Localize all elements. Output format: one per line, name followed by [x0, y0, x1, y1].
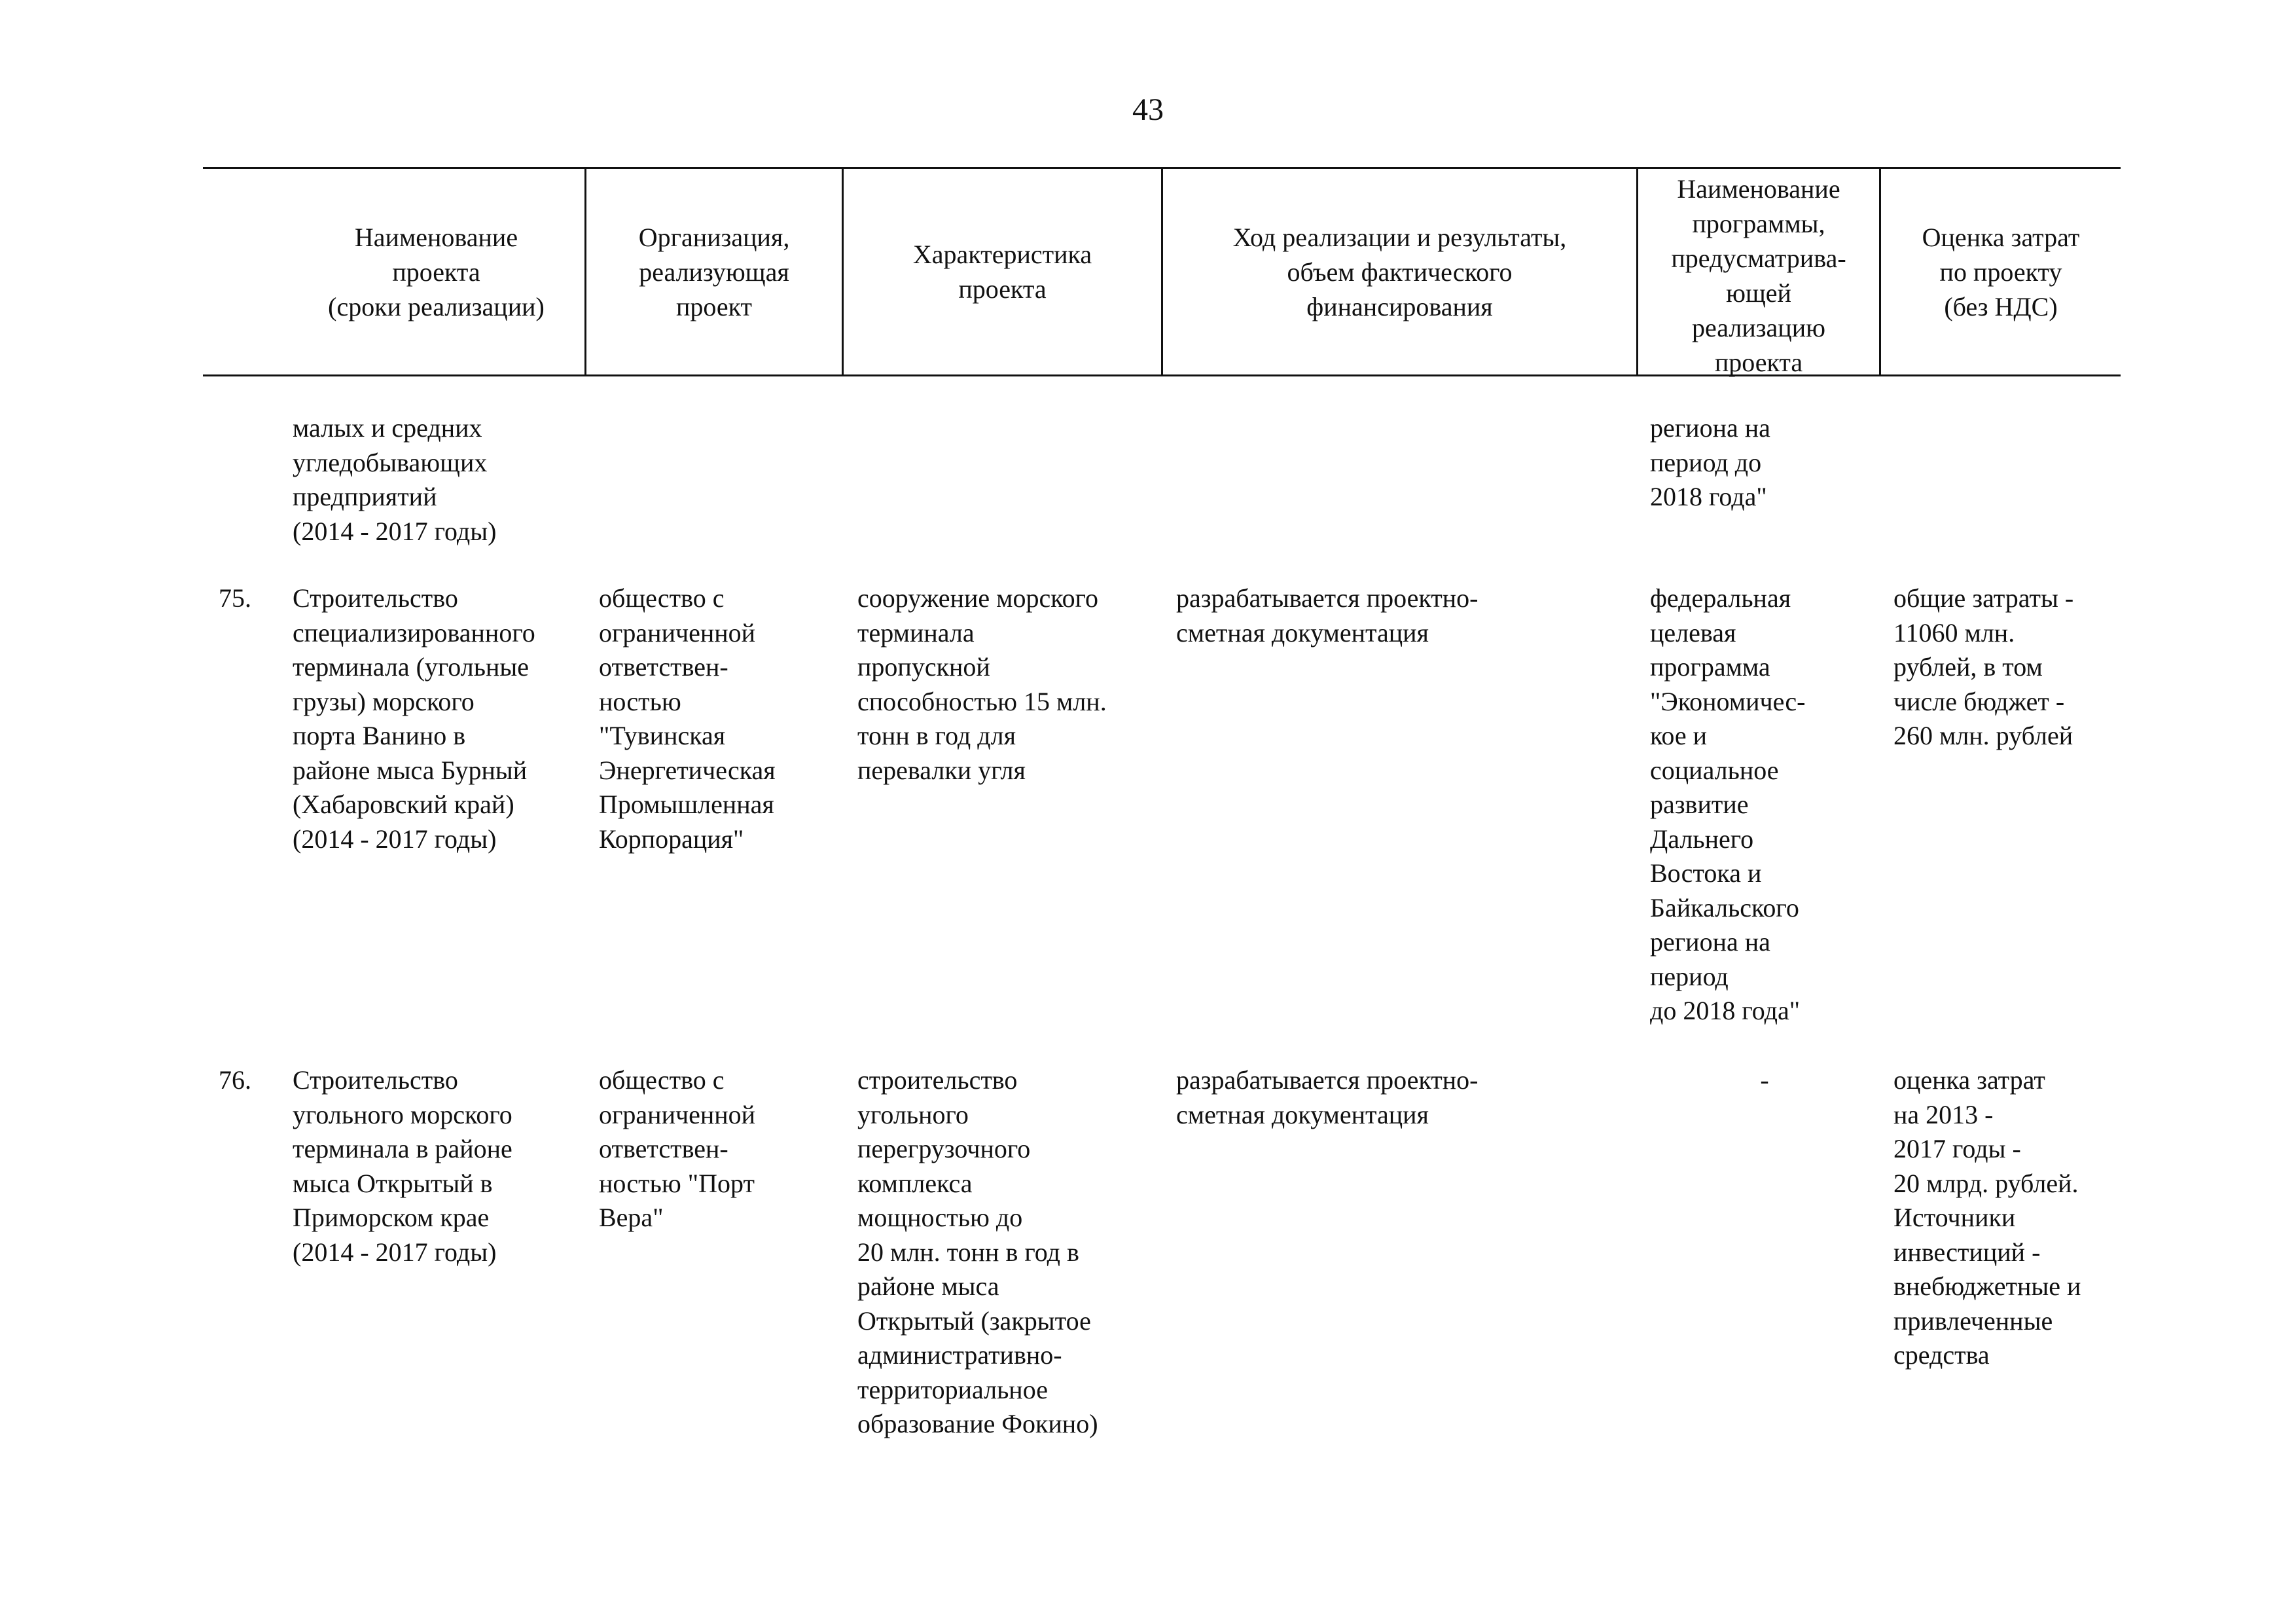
row-project-name: Строительство специализированного терминала (угольные грузы) морского порта Ванино в районе мыса Бурный (Хабаровский край) (2014 - 2017 годы)	[293, 583, 535, 854]
row-program: -	[1760, 1065, 1769, 1095]
row-project-name: Строительство угольного морского терминала в районе мыса Открытый в Приморском крае (2014 - 2017 годы)	[293, 1065, 512, 1267]
row-characteristics: строительство угольного перегрузочного комплекса мощностью до 20 млн. тонн в год в районе мыса Открытый (закрытое административно- территориальное образование Фокино)	[857, 1065, 1098, 1438]
header-organization: Организация, реализующая проект	[638, 222, 790, 321]
row-number: 75.	[219, 583, 251, 613]
header-cost: Оценка затрат по проекту (без НДС)	[1922, 222, 2080, 321]
row-cost: общие затраты - 11060 млн. рублей, в том числе бюджет - 260 млн. рублей	[1893, 583, 2074, 750]
row-organization: общество с ограниченной ответствен- ностью "Порт Вера"	[599, 1065, 756, 1232]
row-characteristics: сооружение морского терминала пропускной способностью 15 млн. тонн в год для перевалки угля	[857, 583, 1107, 785]
row-progress: разрабатывается проектно- сметная документация	[1176, 1065, 1479, 1129]
row-cost: оценка затрат на 2013 - 2017 годы - 20 млрд. рублей. Источники инвестиций - внебюджетные и привлеченные средства	[1893, 1065, 2081, 1370]
row-progress: разрабатывается проектно- сметная документация	[1176, 583, 1479, 647]
continuation-project-name: малых и средних угледобывающих предприятий (2014 - 2017 годы)	[293, 413, 497, 546]
header-project-name: Наименование проекта (сроки реализации)	[328, 222, 545, 321]
header-characteristics: Характеристика проекта	[912, 240, 1092, 304]
header-program: Наименование программы, предусматрива- ющей реализацию проекта	[1671, 174, 1846, 377]
header-progress: Ход реализации и результаты, объем фактического финансирования	[1232, 222, 1567, 321]
page-number: 43	[1132, 92, 1164, 127]
row-program: федеральная целевая программа "Экономичес- кое и социальное развитие Дальнего Востока и Байкальского региона на период до 2018 года"	[1650, 583, 1806, 1025]
row-number: 76.	[219, 1065, 251, 1095]
continuation-program: региона на период до 2018 года"	[1650, 413, 1770, 511]
row-organization: общество с ограниченной ответствен- ностью "Тувинская Энергетическая Промышленная Корпорация"	[599, 583, 776, 854]
